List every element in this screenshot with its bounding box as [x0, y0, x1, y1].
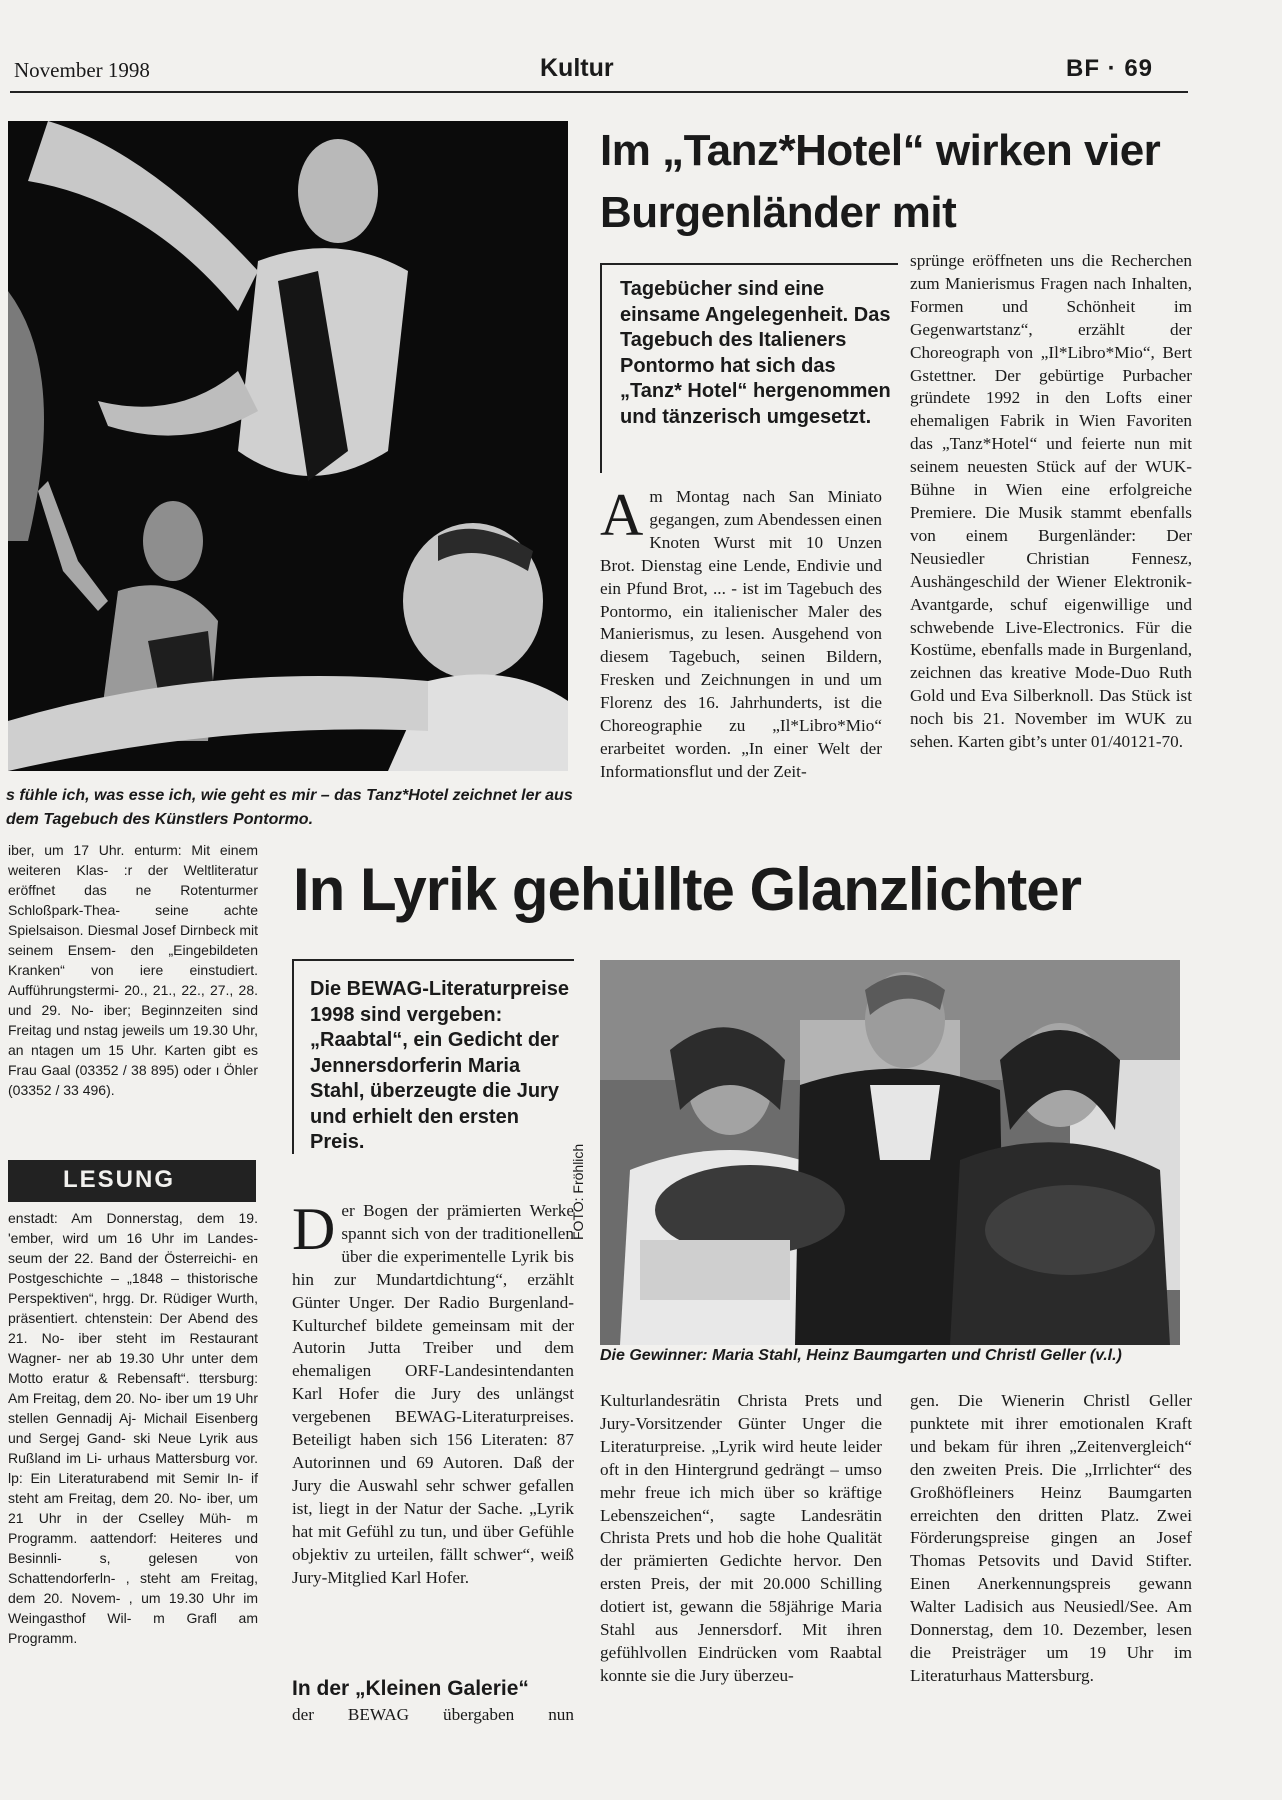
article1-headline: Im „Tanz*Hotel“ wirken vier Burgenländer mit	[600, 126, 1161, 237]
article1-text-1: m Montag nach San Miniato gegangen, zum Abendessen einen Knoten Wurst mit 10 Unzen Brot. Dienstag eine Lende, Endivie und ein Pfund Brot, ... - ist im Tagebuch des Pontormo, ein italienischer Maler des Manierismus, zu lesen. Ausgehend von diesem Tagebuch, seinen Bildern, Fresken und Zeichnungen in und um Florenz des 16. Jahrhunderts, ist die Choreographie zu „Il*Libro*Mio“ erarbeitet worden. „In einer Welt der Informationsflut und der Zeit-	[600, 487, 882, 781]
article2-headline: In Lyrik gehüllte Glanzlichter	[293, 856, 1081, 923]
article2-column-1	[292, 1196, 574, 1589]
article2-text-1: er Bogen der prämierten Werke spannt sich von der traditionellen über die experimentelle Lyrik bis hin zur Mundartdichtung“, erzählt Günter Unger. Der Radio Burgenland-Kulturchef bildete gemeinsam mit der Autorin Jutta Treiber und dem ehemaligen ORF-Landesintendanten Karl Hofer die Jury des unlängst vergebenen BEWAG-Literaturpreises. Beteiligt haben sich 156 Literaten: 87 Autorinnen und 69 Autoren. Daß der Jury die Auswahl sehr schwer gefallen ist, liegt in der Natur der Sache. „Lyrik hat mit Gefühl zu tun, und über Gefühle objektiv zu urteilen, fällt schwer“, weiß Jury-Mitglied Karl Hofer.	[292, 1201, 574, 1587]
article2-column-2: Kulturlandesrätin Christa Prets und Jury-Vorsitzender Günter Unger die Literaturpreise. „Lyrik wird heute leider oft in den Hintergrund gedrängt – umso mehr freue ich mich über so kräftige Lebenszeichen“, sagte Landesrätin Christa Prets und hob die hohe Qualität der prämierten Gedichte hervor. Den ersten Preis, der mit 20.000 Schilling dotiert ist, gewann die 58jährige Maria Stahl aus Jennersdorf. Mit ihren gefühlvollen Eindrücken vom Raabtal konnte sie die Jury überzeu-	[600, 1391, 882, 1685]
event-listing-theater: iber, um 17 Uhr. enturm: Mit einem weiteren Klas- :r der Weltliteratur eröffnet das ne Rotenturmer Schloßpark-Thea- seine achte Spielsaison. Diesmal Josef Dirnbeck mit seinem Ensem- den „Eingebildeten Kranken“ von iere einstudiert. Aufführungstermi- 20., 21., 22., 27., 28. und 29. No- iber; Beginnzeiten sind Freitag und nstag jeweils um 19.30 Uhr, an ntagen um 15 Uhr. Karten gibt es Frau Gaal (03352 / 38 895) oder ı Öhler (03352 / 33 496).	[8, 842, 258, 1098]
article2-subhead: In der „Kleinen Galerie“	[292, 1677, 529, 1700]
article2-dropcap: D	[292, 1196, 336, 1262]
section-title: Kultur	[540, 54, 614, 82]
article2-column-3: gen. Die Wienerin Christl Geller punktete mit ihrer emotionalen Kraft und bekam für ihren „Zeitenvergleich“ den zweiten Preis. Die „Irrlichter“ des Großhöfleiners Heinz Baumgarten erreichten den dritten Platz. Zwei Förderungspreise gingen an Josef Thomas Petsovits und David Stifter. Einen Anerkennungspreis gewann Walter Ladisich aus Neusiedl/See. Am Donnerstag, dem 10. Dezember, lesen die Preisträger um 19 Uhr im Literaturhaus Mattersburg.	[910, 1391, 1192, 1685]
dance-photo-graphic	[8, 121, 568, 771]
event-listing-lesung: enstadt: Am Donnerstag, dem 19. 'ember, wird um 16 Uhr im Landes- seum der 22. Band der Österreichi- en Postgeschichte – „1848 – thistorische Perspektiven“, hrgg. Dr. Rüdiger Wurth, präsentiert. chtenstein: Der Abend des 21. No- iber steht im Restaurant Wagner- ner ab 19.30 Uhr unter dem Motto eratur & Rebensaft“. ttersburg: Am Freitag, dem 20. No- iber um 19 Uhr stellen Gennadij Aj- Michail Eisenberg und Sergej Gand- ski Neue Lyrik aus Rußland im Li- urhaus Mattersburg vor. lp: Ein Literaturabend mit Semir In- if steht am Freitag, dem 20. No- iber, um 21 Uhr in der Cselley Müh- m Programm. aattendorf: Heiteres und Besinnli- s, gelesen von Schattendorferln- , steht am Freitag, dem 20. Novem- , um 19.30 Uhr im Weingasthof Wil- m Grafl am Programm.	[8, 1210, 258, 1646]
dance-photo	[8, 121, 568, 771]
header-rule	[10, 91, 1188, 93]
lesung-heading: LESUNG	[8, 1160, 256, 1202]
article2-subhead-continuation: der BEWAG übergaben nun	[292, 1705, 574, 1724]
article1-column-2: sprünge eröffneten uns die Recherchen zum Manierismus Fragen nach Inhalten, Formen und Schönheit im Gegenwartstanz“, erzählt der Choreograph von „Il*Libro*Mio“, Bert Gstettner. Der gebürtige Purbacher gründete 1992 in den Lofts einer ehemaligen Fabrik in Wien Favoriten das „Tanz*Hotel“ und feierte nun mit seinem neuesten Stück auf der WUK-Bühne in Wien eine erfolgreiche Premiere. Die Musik stammt ebenfalls von einem Burgenländer: Der Neusiedler Christian Fennesz, Aushängeschild der Wiener Elektronik-Avantgarde, schuf eigenwillige und schwebende Live-Electronics. Für die Kostüme, ebenfalls made in Burgenland, zeichnen das kreative Mode-Duo Ruth Gold und Eva Silberknoll. Das Stück ist noch bis 21. November im WUK zu sehen. Karten gibt’s unter 01/40121-70.	[910, 251, 1192, 752]
page-number: BF · 69	[1066, 55, 1154, 82]
issue-date: November 1998	[14, 58, 150, 82]
winners-photo-caption: Die Gewinner: Maria Stahl, Heinz Baumgarten und Christl Geller (v.l.)	[600, 1347, 1122, 1364]
winners-photo-graphic	[600, 960, 1180, 1345]
photo-credit: FOTO: Fröhlich	[570, 1143, 586, 1240]
dance-photo-caption: s fühle ich, was esse ich, wie geht es mir – das Tanz*Hotel zeichnet ler aus dem Tagebuch des Künstlers Pontormo.	[6, 787, 573, 828]
article2-lead: Die BEWAG-Literaturpreise 1998 sind vergeben: „Raabtal“, ein Gedicht der Jennersdorferin Maria Stahl, überzeugte die Jury und erhielt den ersten Preis.	[310, 978, 569, 1153]
article1-column-1	[600, 482, 882, 784]
article1-lead: Tagebücher sind eine einsame Angelegenheit. Das Tagebuch des Italieners Pontormo hat sich das „Tanz* Hotel“ hergenommen und tänzerisch umgesetzt.	[620, 278, 891, 428]
winners-photo	[600, 960, 1180, 1345]
article1-dropcap: A	[600, 482, 644, 548]
